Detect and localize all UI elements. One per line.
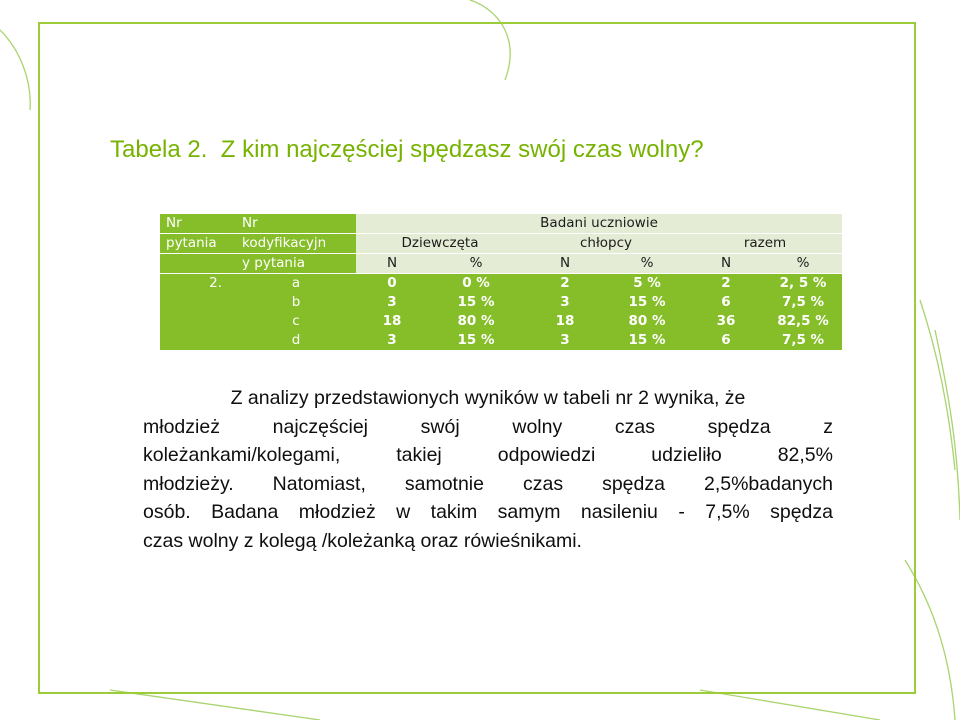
- table-row: [160, 312, 842, 331]
- empty-cell: [160, 293, 236, 312]
- col2-header-line2: kodyfikacyjn: [236, 234, 356, 254]
- paragraph-line: czas wolny z kolegą /koleżanką oraz rówieśnikami.: [143, 529, 582, 552]
- header-row-3: [160, 254, 842, 274]
- table-title: [110, 136, 704, 164]
- total-percent: 2, 5 %: [779, 275, 827, 291]
- unit-header: N: [688, 254, 764, 274]
- total-percent: 82,5 %: [777, 313, 829, 329]
- table-row: [160, 274, 842, 294]
- title-question: Z kim najczęściej spędzasz swój czas wolny?: [220, 136, 704, 163]
- girls-count: 3: [387, 332, 397, 348]
- answer-code: d: [291, 332, 301, 348]
- slide-frame: [38, 22, 916, 694]
- subgroup-total: razem: [688, 234, 842, 254]
- unit-header: %: [764, 254, 842, 274]
- col2-header-line3: y pytania: [236, 254, 356, 274]
- girls-percent: 15 %: [457, 332, 495, 348]
- boys-count: 3: [560, 294, 570, 310]
- analysis-paragraph: [143, 384, 833, 555]
- girls-percent: 80 %: [457, 313, 495, 329]
- boys-count: 18: [555, 313, 575, 329]
- empty-cell: [160, 254, 236, 274]
- empty-cell: [160, 331, 236, 350]
- total-count: 6: [721, 332, 731, 348]
- table-row: [160, 331, 842, 350]
- col1-header-line1: Nr: [166, 215, 182, 231]
- paragraph-line: koleżankami/kolegami, takiej odpowiedzi udzieliło 82,5%: [143, 444, 833, 466]
- girls-percent: 15 %: [457, 294, 495, 310]
- header-row-1: [160, 214, 842, 234]
- total-percent: 7,5 %: [781, 332, 825, 348]
- title-label: Tabela 2.: [110, 136, 208, 163]
- header-row-2: [160, 234, 842, 254]
- answer-code: a: [291, 275, 301, 291]
- unit-header: %: [428, 254, 524, 274]
- boys-count: 2: [560, 275, 570, 291]
- girls-count: 18: [382, 313, 402, 329]
- unit-header: N: [524, 254, 606, 274]
- answer-code: c: [292, 313, 300, 329]
- girls-count: 3: [387, 294, 397, 310]
- paragraph-line: Z analizy przedstawionych wyników w tabeli nr 2 wynika, że: [230, 387, 746, 409]
- subgroup-girls: Dziewczęta: [356, 234, 524, 254]
- empty-cell: [160, 312, 236, 331]
- subgroup-boys: chłopcy: [524, 234, 688, 254]
- boys-percent: 80 %: [628, 313, 666, 329]
- unit-header: N: [356, 254, 428, 274]
- total-percent: 7,5 %: [781, 294, 825, 310]
- col1-header-line2: pytania: [160, 234, 236, 254]
- table-row: [160, 293, 842, 312]
- total-count: 2: [721, 275, 731, 291]
- total-count: 6: [721, 294, 731, 310]
- boys-count: 3: [560, 332, 570, 348]
- results-table: [160, 214, 842, 350]
- boys-percent: 5 %: [633, 275, 661, 291]
- col2-header-line1: Nr: [242, 215, 258, 231]
- total-count: 36: [716, 313, 736, 329]
- boys-percent: 15 %: [628, 332, 666, 348]
- paragraph-line: osób. Badana młodzież w takim samym nasileniu - 7,5% spędza: [143, 501, 833, 523]
- group-header: Badani uczniowie: [356, 214, 842, 234]
- unit-header: %: [606, 254, 688, 274]
- paragraph-line: młodzieży. Natomiast, samotnie czas spędza 2,5%badanych: [143, 472, 833, 495]
- boys-percent: 15 %: [628, 294, 666, 310]
- answer-code: b: [291, 294, 301, 310]
- girls-percent: 0 %: [462, 275, 490, 291]
- girls-count: 0: [387, 275, 397, 291]
- question-number: 2.: [209, 275, 222, 291]
- paragraph-line: młodzież najczęściej swój wolny czas spędza z: [143, 415, 833, 438]
